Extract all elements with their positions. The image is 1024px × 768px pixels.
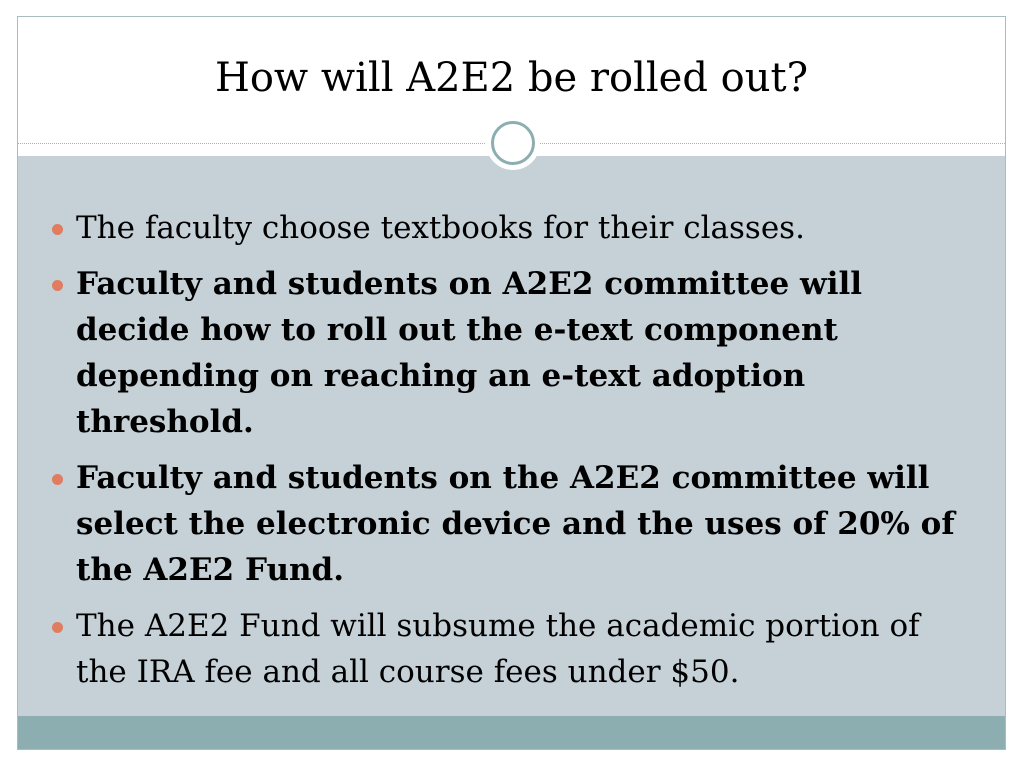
bullet-text: Faculty and students on the A2E2 committee will select the electronic device and the uses of 20% of the A2E2 Fund. <box>76 460 955 588</box>
slide-title: How will A2E2 be rolled out? <box>214 55 809 101</box>
circle-ornament-icon <box>486 116 540 170</box>
bullet-dot-icon <box>52 280 63 291</box>
bullet-text: Faculty and students on A2E2 committee will decide how to roll out the e-text component depending on reaching an e-text adoption threshold. <box>76 266 863 440</box>
bullet-item <box>18 261 978 445</box>
bullet-text: The A2E2 Fund will subsume the academic portion of the IRA fee and all course fees under $50. <box>76 608 920 690</box>
bullet-list <box>18 205 978 705</box>
slide <box>17 16 1006 750</box>
circle-ring-icon <box>491 121 535 165</box>
bullet-item <box>18 205 978 251</box>
bullet-dot-icon <box>52 622 63 633</box>
footer-band <box>18 716 1005 750</box>
bullet-dot-icon <box>52 224 63 235</box>
bullet-dot-icon <box>52 474 63 485</box>
bullet-text: The faculty choose textbooks for their classes. <box>76 210 805 246</box>
bullet-item <box>18 455 978 593</box>
bullet-item <box>18 603 978 695</box>
